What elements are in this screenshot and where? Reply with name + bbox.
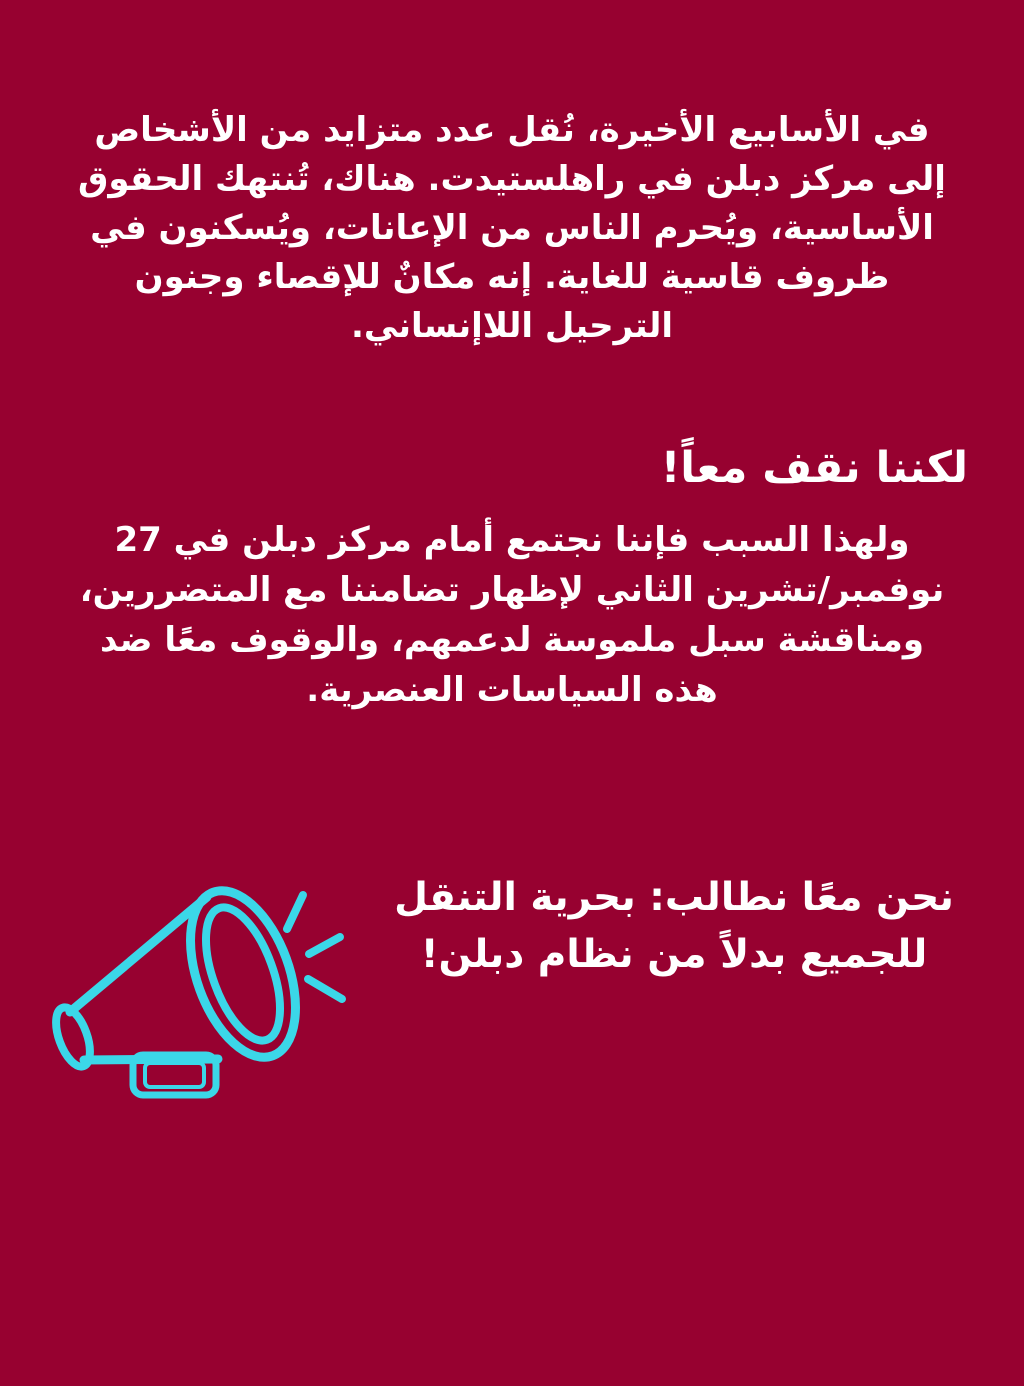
- callout-line-1: نحن معًا نطالب: بحرية التنقل: [394, 875, 954, 920]
- intro-paragraph: [56, 106, 968, 351]
- callout-text: [352, 853, 1024, 983]
- section-heading: لكننا نقف معاً!: [660, 443, 968, 493]
- intro-line-3: الأساسية، ويُحرم الناس من الإعانات، ويُسكنون في: [90, 208, 934, 248]
- intro-line-1: في الأسابيع الأخيرة، نُقل عدد متزايد من الأشخاص: [94, 110, 930, 150]
- callout-section: [0, 853, 1024, 1107]
- body-paragraph: [56, 515, 968, 715]
- flyer-poster: [0, 106, 1024, 1386]
- callout-line-2: للجميع بدلاً من نظام دبلن!: [420, 932, 928, 977]
- body-line-3: ومناقشة سبل ملموسة لدعمهم، والوقوف معًا ضد: [100, 620, 924, 660]
- intro-line-5: الترحيل اللاإنساني.: [350, 306, 674, 346]
- body-line-1: ولهذا السبب فإننا نجتمع أمام مركز دبلن في 27: [114, 520, 910, 560]
- body-line-2: نوفمبر/تشرين الثاني لإظهار تضامننا مع المتضررين،: [79, 570, 945, 610]
- intro-line-4: ظروف قاسية للغاية. إنه مكانٌ للإقصاء وجنون: [134, 257, 890, 297]
- body-line-4: هذه السياسات العنصرية.: [306, 670, 718, 710]
- intro-line-2: إلى مركز دبلن في راهلستيدت. هناك، تُنتهك الحقوق: [78, 159, 946, 199]
- megaphone-icon: [40, 867, 352, 1107]
